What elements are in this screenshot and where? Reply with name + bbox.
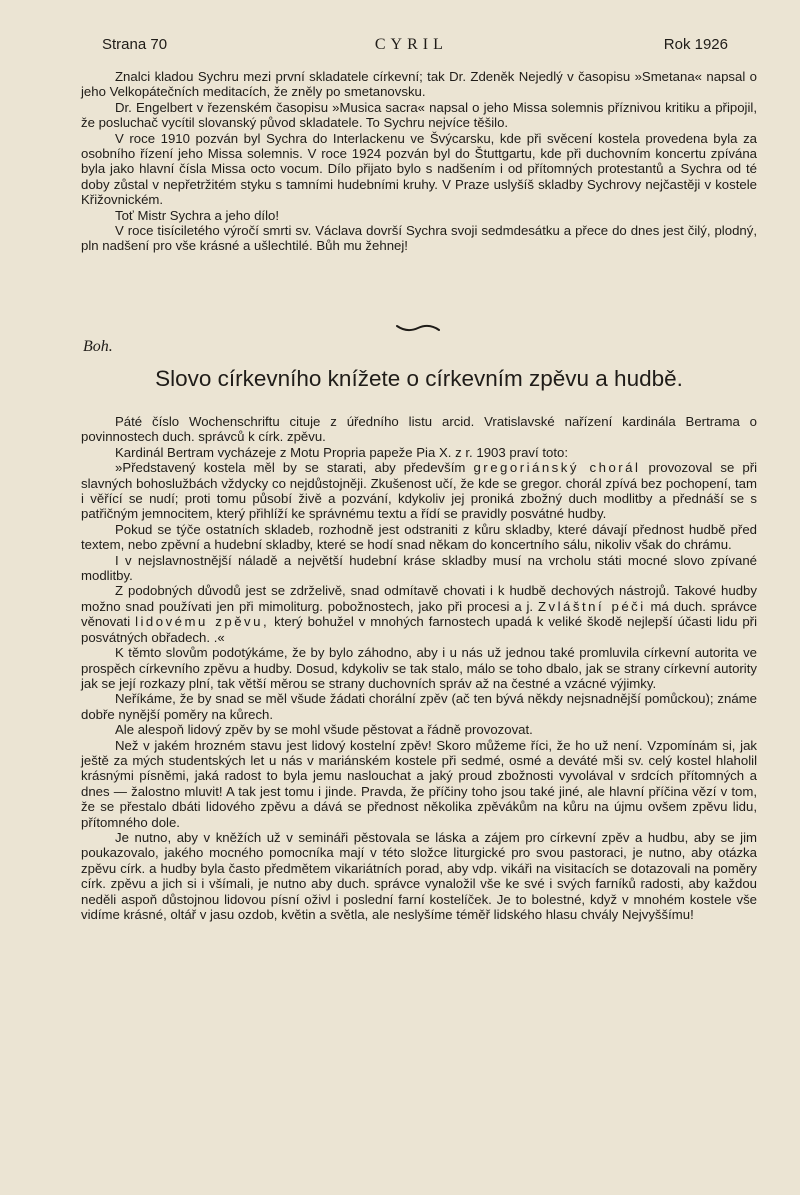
article-author: Boh.: [83, 338, 113, 355]
paragraph: V roce tisíciletého výročí smrti sv. Václava dovrší Sychra svoji sedmdesátku a přece do dnes jest čilý, plodný, pln nadšení pro vše krásné a ušlechtilé. Bůh mu žehnej!: [81, 223, 757, 254]
text-run: který bohužel v mnohých farnostech upadá k veliké škodě nejlepší účasti lidu při posvátných obřadech. .«: [81, 614, 757, 645]
paragraph: Dr. Engelbert v řezenském časopisu »Musica sacra« napsal o jeho Missa solemnis příznivou kritiku a připojil, že posluchač vycítil slovanský původ skladatele. To Sychru nejvíce těšilo.: [81, 99, 757, 131]
spaced-emphasis: Zvláštní péči: [537, 598, 646, 614]
paragraph: Je nutno, aby v kněžích už v semináři pěstovala se láska a zájem pro církevní zpěv a hudbu, aby se jim poukazovalo, jakého mocného pomocníka mají v této složce liturgické pro svou pastoraci, je nutno, aby otázka zpěvu círk. a hudby byla často předmětem vikariátních porad, aby vdp. vikáři na visitacích se dotazovali na poměry círk. zpěvu a jich si i všímali, je nutno aby duch. správce vynaložil vše ke své i svých farníků radosti, aby každou neděli aspoň důstojnou lidovou písní oživl i poslední farní kostelíček. Je to bolestné, když v mnohém kostele vše vidíme krásné, oltář v jasu ozdob, květin a světla, ale neslyšíme téměř lidského hlasu chvály Nejvyššímu!: [81, 829, 757, 922]
paragraph: Páté číslo Wochenschriftu cituje z úředního listu arcid. Vratislavské nařízení kardinála Bertrama o povinnostech duch. správců k círk. zpěvu.: [81, 414, 757, 445]
text-run: provozoval se při slavných bohoslužbách vždycky co nejdůstojněji. Zkušenost učí, že kde se gregor. chorál zpívá bez pochopení, tam i věřící se nudí; proti tomu působí živě a pozvání, kdykoliv jej proniká zbožný duch modlitby a přednáší se s patřičným jemnocitem, který přihlíží ke správnému textu a řídí se pravidly posvátné hudby.: [81, 460, 758, 522]
paragraph: Než v jakém hrozném stavu jest lidový kostelní zpěv! Skoro můžeme říci, že ho už není. Vzpomínám si, jak ještě za mých studentských let u nás v mariánském kostele při sedmé, osmé a deváté mši sv. celý kostel hlaholil krásnými písněmi, jaká radost to byla jemu naslouchat a jaký proud zbožnosti vyvolával v srdcích přítomných a dnes — žalostno mluvit! A tak jest tomu i jinde. Pravda, že příčiny toho jsou také jiné, ale hlavní příčina vězí v tom, že se přestalo dbáti lidového zpěvu a dává se přednost několika zpěvákům na kůru na újmu ovšem zpěvu lidu, přítomného dole.: [81, 737, 757, 830]
running-header: [102, 36, 728, 58]
previous-article-ending: [81, 69, 757, 254]
paragraph: V roce 1910 pozván byl Sychra do Interlackenu ve Švýcarsku, kde při svěcení kostela provedena byla za osobního řízení jeho Missa solemnis. V roce 1924 pozván byl do Štuttgartu, kde při duchovním koncertu zpívána byla jako hlavní čísla Missa octo vocum. Dílo přijato bylo s nadšením i od přítomných protestantů a Sychra od té doby zůstal v nepřetržitém styku s tamními hudebními kruhy. V Praze uslyšíš skladby Sychrovy nejčastěji v kostele Křižovnickém.: [81, 130, 757, 208]
article-body: [81, 414, 757, 922]
paragraph: Neříkáme, že by snad se měl všude žádati chorální zpěv (ač ten bývá někdy nejsnadnější pomůckou); známe dobře nynější poměry na kůrech.: [81, 691, 757, 722]
paragraph: Toť Mistr Sychra a jeho dílo!: [115, 207, 279, 223]
paragraph: Pokud se týče ostatních skladeb, rozhodně jest odstraniti z kůru skladby, které dávají přednost hudbě před textem, nebo zpěvní a hudební skladby, které se hodí snad někam do koncertního sálu, nikoliv však do chrámu.: [81, 521, 757, 553]
paragraph: Znalci kladou Sychru mezi první skladatele církevní; tak Dr. Zdeněk Nejedlý v časopisu »Smetana« napsal o jeho Velkopátečních meditacích, že zněly po smetanovsku.: [81, 69, 757, 100]
spaced-emphasis: gregoriánský chorál: [473, 460, 641, 476]
paragraph: K těmto slovům podotýkáme, že by bylo záhodno, aby i u nás už jednou také promluvila církevní autorita ve prospěch církevního zpěvu a hudby. Dosud, kdykoliv se tak stalo, málo se toho dbalo, jak se strany církevní autority jak se její rozkazy plní, tak větší měrou se strany duchovních správ až na čestné a vzácné výjimky.: [81, 645, 757, 691]
journal-name: CYRIL: [374, 36, 448, 53]
paragraph: Kardinál Bertram vycházeje z Motu Propria papeže Pia X. z r. 1903 praví toto:: [115, 444, 568, 460]
text-run: »Představený kostela měl by se starati, aby především: [115, 460, 466, 476]
page-number: Strana 70: [102, 36, 168, 53]
article-title: Slovo církevního knížete o církevním zpěvu a hudbě.: [155, 366, 683, 391]
paragraph: I v nejslavnostnější náladě a největší hudební kráse skladby musí na vrcholu státi mocné slovo zpívané modlitby.: [81, 552, 757, 584]
paragraph: [81, 583, 757, 645]
section-divider-ornament: [395, 322, 441, 334]
text-run: Z podobných důvodů jest se zdrželivě, snad odmítavě chovati i k hudbě dechových nástrojů. Takové hudby možno snad používati jen při mimoliturg. pobožnostech, jako při procesi a j.: [81, 583, 757, 614]
paragraph: Ale alespoň lidový zpěv by se mohl všude pěstovat a řádně provozovat.: [115, 722, 533, 738]
paragraph: [81, 460, 757, 522]
spaced-emphasis: lidovému zpěvu,: [135, 614, 270, 630]
year: Rok 1926: [663, 36, 728, 53]
text-run: má duch. správce věnovati: [81, 598, 757, 630]
